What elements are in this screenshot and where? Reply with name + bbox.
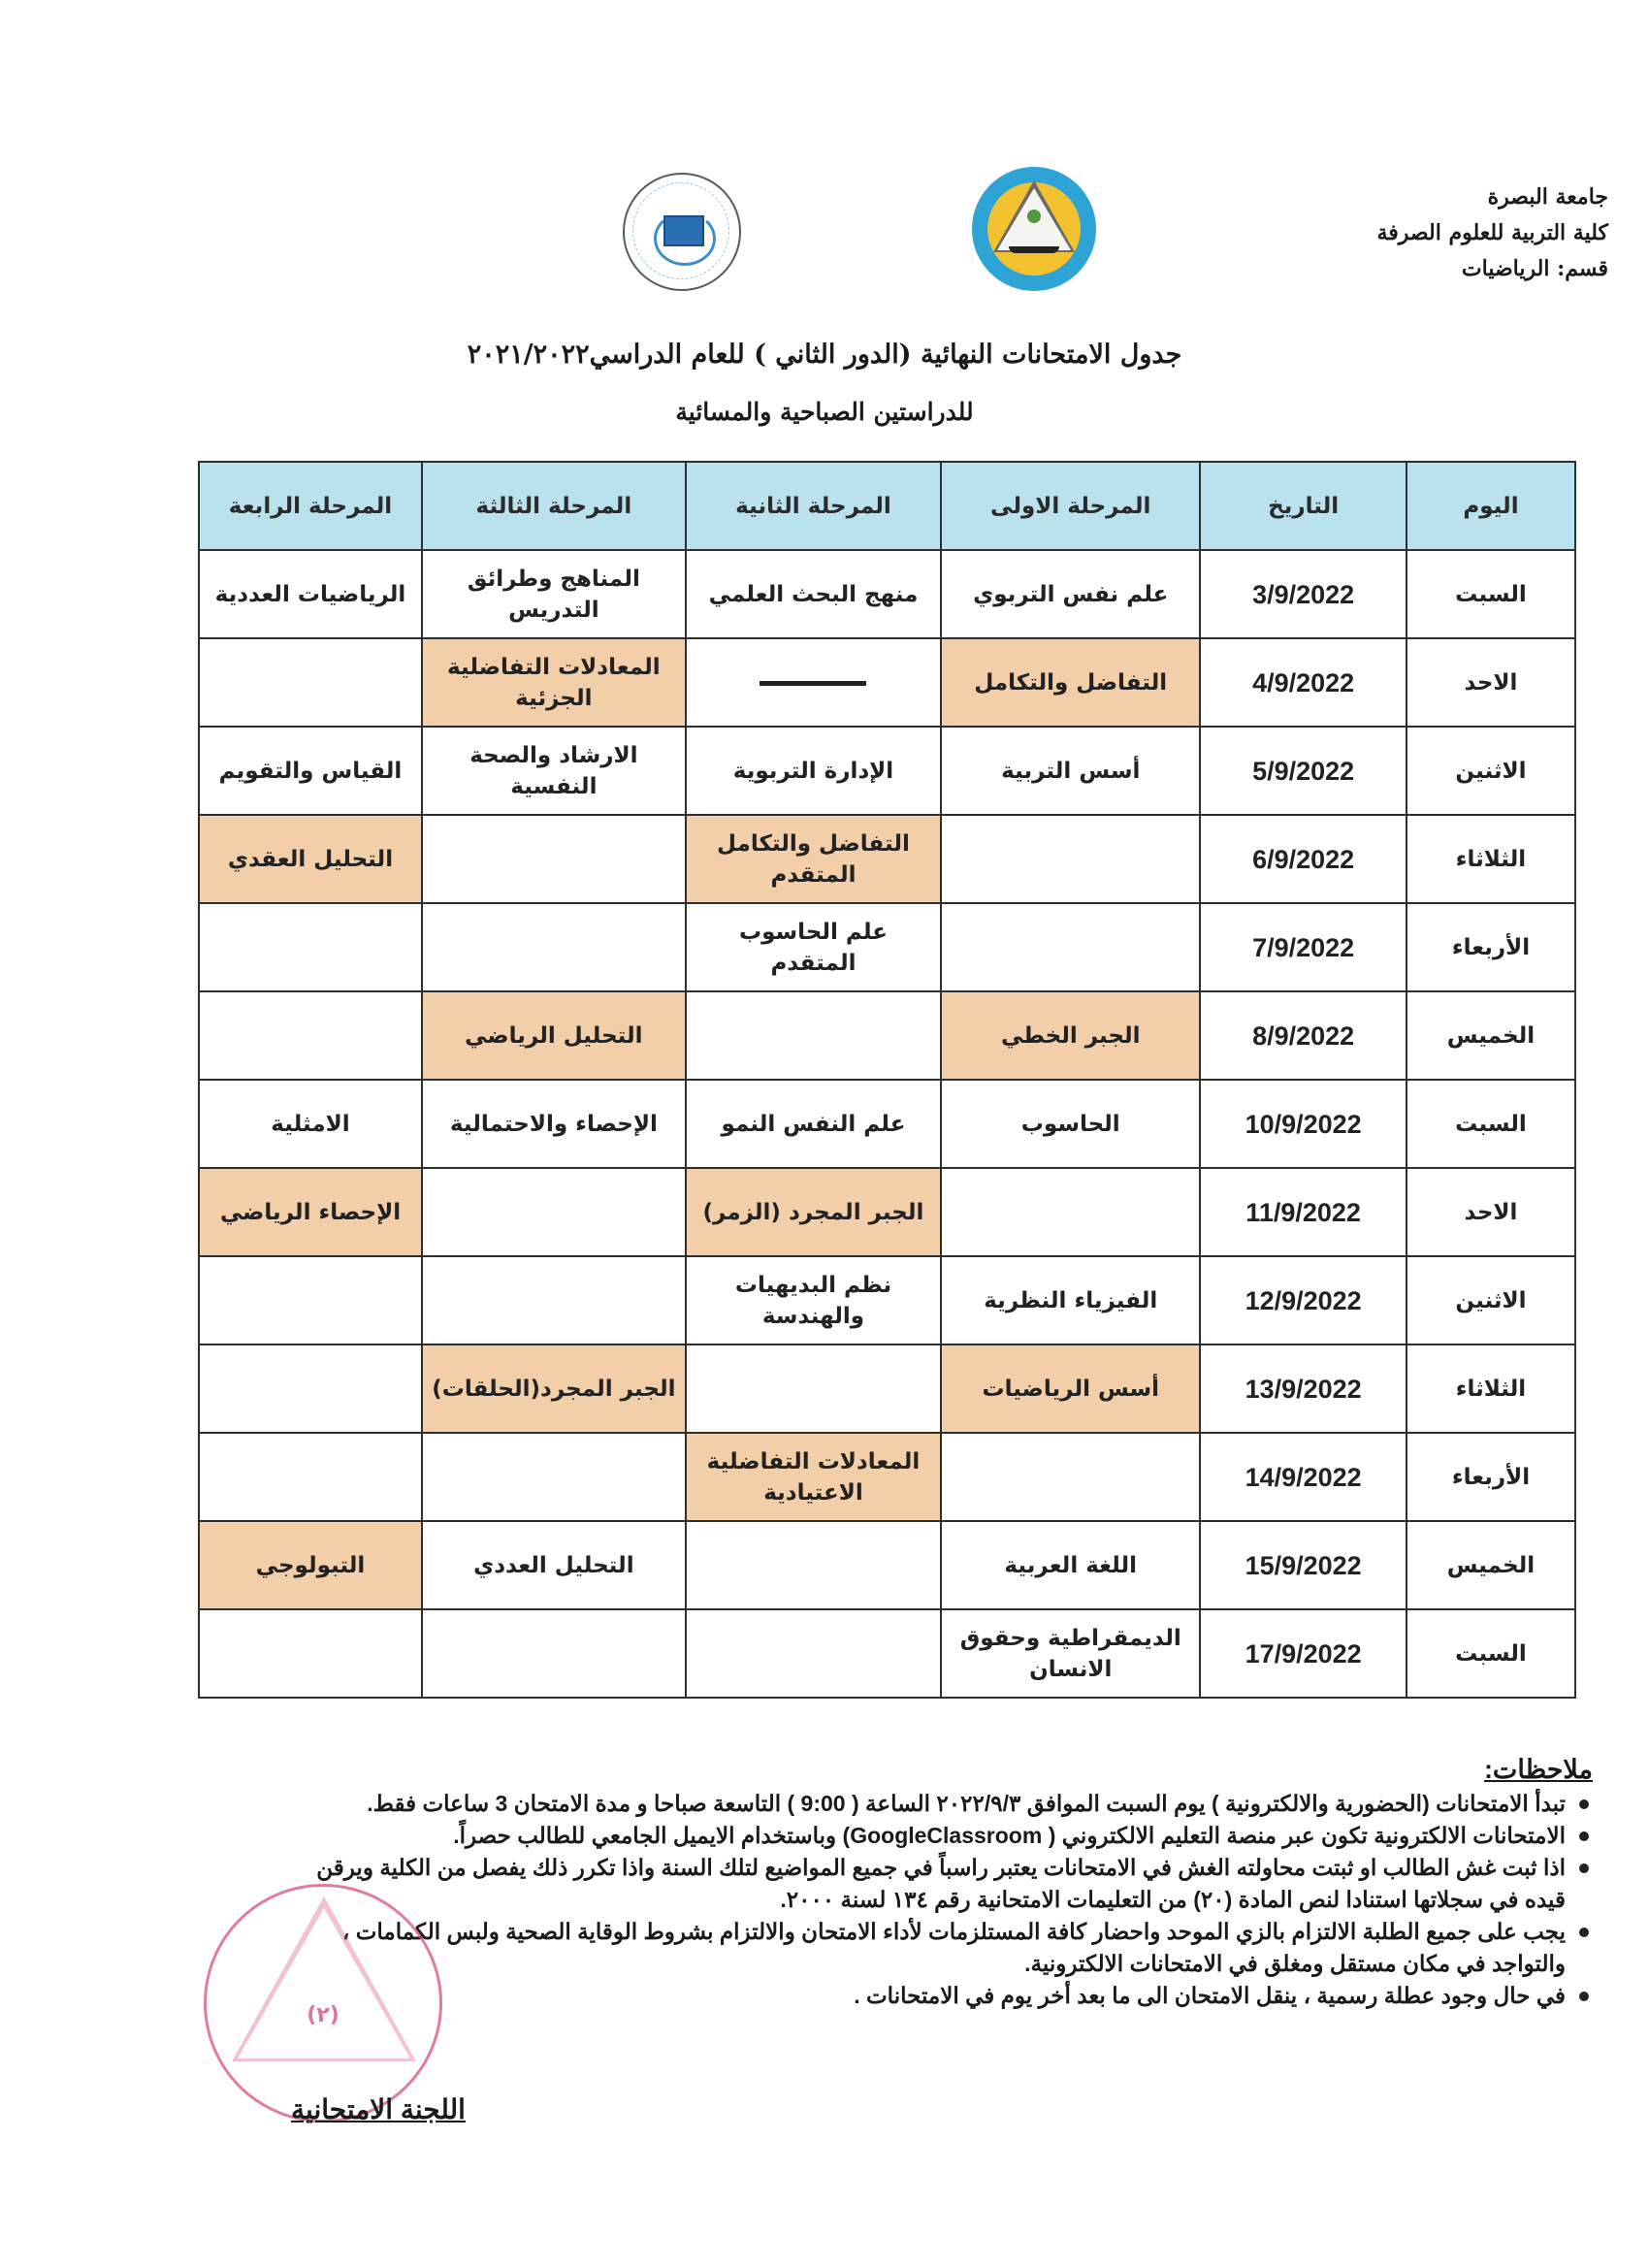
day-cell: السبت: [1406, 1080, 1575, 1168]
stamp-number: (٢): [307, 2003, 340, 2027]
college-emblem-icon: [623, 173, 741, 291]
document-subtitle: للدراستين الصباحية والمسائية: [675, 398, 974, 426]
subject-cell-stage-1: الفيزياء النظرية: [941, 1256, 1200, 1345]
table-row: [199, 727, 1575, 815]
subject-cell-stage-1: أسس الرياضيات: [941, 1345, 1200, 1433]
date-cell: 11/9/2022: [1200, 1168, 1406, 1256]
subject-cell-stage-1: التفاضل والتكامل: [941, 638, 1200, 727]
table-row: [199, 903, 1575, 991]
day-cell: الاثنين: [1406, 727, 1575, 815]
subject-cell-stage-3: [422, 903, 686, 991]
day-cell: الاثنين: [1406, 1256, 1575, 1345]
seal-palm-icon: [1027, 210, 1041, 223]
subject-cell-stage-1: [941, 1433, 1200, 1521]
column-header-date: التاريخ: [1200, 462, 1406, 550]
subject-cell-stage-2: التفاضل والتكامل المتقدم: [686, 815, 941, 903]
table-row: [199, 1168, 1575, 1256]
note-text-continued: والتواجد في مكان مستقل ومغلق في الامتحانات الالكترونية.: [1024, 1951, 1566, 1976]
subject-cell-stage-2: [686, 991, 941, 1080]
subject-cell-stage-4: القياس والتقويم: [199, 727, 422, 815]
day-cell: الاحد: [1406, 638, 1575, 727]
column-header-stage-1: المرحلة الاولى: [941, 462, 1200, 550]
date-cell: 5/9/2022: [1200, 727, 1406, 815]
subject-cell-stage-4: [199, 991, 422, 1080]
bullet-icon: [1579, 1992, 1589, 2001]
bullet-icon: [1579, 1831, 1589, 1841]
date-cell: 4/9/2022: [1200, 638, 1406, 727]
day-cell: السبت: [1406, 1609, 1575, 1698]
column-header-day: اليوم: [1406, 462, 1575, 550]
subject-cell-stage-3: التحليل العددي: [422, 1521, 686, 1609]
subject-cell-stage-4: التبولوجي: [199, 1521, 422, 1609]
table-row: [199, 1609, 1575, 1698]
table-header-row: [199, 462, 1575, 550]
subject-cell-stage-4: [199, 1345, 422, 1433]
subject-cell-stage-3: [422, 1256, 686, 1345]
subject-cell-stage-3: [422, 1433, 686, 1521]
day-cell: الثلاثاء: [1406, 815, 1575, 903]
subject-cell-stage-1: [941, 815, 1200, 903]
subject-cell-stage-3: [422, 1168, 686, 1256]
department-name: قسم: الرياضيات: [1461, 256, 1608, 281]
subject-cell-stage-2: [686, 1521, 941, 1609]
day-cell: الاحد: [1406, 1168, 1575, 1256]
table-row: [199, 1433, 1575, 1521]
date-cell: 14/9/2022: [1200, 1433, 1406, 1521]
table-row: [199, 1345, 1575, 1433]
exam-committee-signature: اللجنة الامتحانية: [291, 2094, 466, 2124]
table-row: [199, 550, 1575, 638]
table-row: [199, 991, 1575, 1080]
date-cell: 13/9/2022: [1200, 1345, 1406, 1433]
subject-cell-stage-1: الحاسوب: [941, 1080, 1200, 1168]
table-row: [199, 1521, 1575, 1609]
date-cell: 6/9/2022: [1200, 815, 1406, 903]
column-header-stage-2: المرحلة الثانية: [686, 462, 941, 550]
subject-cell-stage-1: [941, 1168, 1200, 1256]
subject-cell-stage-4: [199, 903, 422, 991]
date-cell: 12/9/2022: [1200, 1256, 1406, 1345]
subject-cell-stage-3: الإحصاء والاحتمالية: [422, 1080, 686, 1168]
note-text: الامتحانات الالكترونية تكون عبر منصة التعليم الالكتروني ( GoogleClassroom) وباستخدام الايميل الجامعي للطالب حصراً.: [453, 1823, 1566, 1848]
note-item: [147, 1820, 1593, 1852]
subject-cell-stage-2: المعادلات التفاضلية الاعتيادية: [686, 1433, 941, 1521]
day-cell: السبت: [1406, 550, 1575, 638]
exam-schedule-table: [198, 461, 1576, 1699]
subject-cell-stage-2: الجبر المجرد (الزمر): [686, 1168, 941, 1256]
subject-cell-stage-3: [422, 1609, 686, 1698]
committee-stamp-icon: [204, 1884, 442, 2122]
seal-boat-icon: [1009, 246, 1059, 253]
bullet-icon: [1579, 1928, 1589, 1937]
subject-cell-stage-2: [686, 638, 941, 727]
university-seal-icon: [972, 167, 1096, 291]
date-cell: 10/9/2022: [1200, 1080, 1406, 1168]
subject-cell-stage-1: أسس التربية: [941, 727, 1200, 815]
institution-header: [1220, 179, 1608, 287]
subject-cell-stage-4: [199, 1433, 422, 1521]
document-title: جدول الامتحانات النهائية (الدور الثاني ) للعام الدراسي٢٠٢١/٢٠٢٢: [467, 340, 1182, 370]
date-cell: 17/9/2022: [1200, 1609, 1406, 1698]
day-cell: الأربعاء: [1406, 1433, 1575, 1521]
table-row: [199, 1080, 1575, 1168]
date-cell: 8/9/2022: [1200, 991, 1406, 1080]
subject-cell-stage-1: الجبر الخطي: [941, 991, 1200, 1080]
subject-cell-stage-4: [199, 1609, 422, 1698]
column-header-stage-4: المرحلة الرابعة: [199, 462, 422, 550]
subject-cell-stage-3: المناهج وطرائق التدريس: [422, 550, 686, 638]
subject-cell-stage-4: [199, 638, 422, 727]
table-body: [199, 550, 1575, 1698]
college-name: كلية التربية للعلوم الصرفة: [1376, 220, 1608, 245]
table-row: [199, 1256, 1575, 1345]
subject-cell-stage-2: منهج البحث العلمي: [686, 550, 941, 638]
column-header-stage-3: المرحلة الثالثة: [422, 462, 686, 550]
subject-cell-stage-2: [686, 1609, 941, 1698]
subject-cell-stage-4: الإحصاء الرياضي: [199, 1168, 422, 1256]
day-cell: الخميس: [1406, 991, 1575, 1080]
subject-cell-stage-2: [686, 1345, 941, 1433]
subject-cell-stage-2: علم الحاسوب المتقدم: [686, 903, 941, 991]
university-name: جامعة البصرة: [1487, 184, 1608, 210]
no-exam-dash: [760, 681, 866, 686]
subject-cell-stage-3: التحليل الرياضي: [422, 991, 686, 1080]
date-cell: 15/9/2022: [1200, 1521, 1406, 1609]
notes-title: ملاحظات:: [1483, 1755, 1593, 1784]
subject-cell-stage-3: [422, 815, 686, 903]
table-row: [199, 815, 1575, 903]
emblem-monitor: [663, 215, 704, 246]
subject-cell-stage-4: [199, 1256, 422, 1345]
note-text: اذا ثبت غش الطالب او ثبتت محاولته الغش في الامتحانات يعتبر راسباً في جميع المواضيع لتلك السنة واذا تكرر ذلك يفصل من الكلية ويرقن: [316, 1855, 1566, 1880]
subject-cell-stage-4: الامثلية: [199, 1080, 422, 1168]
subject-cell-stage-2: علم النفس النمو: [686, 1080, 941, 1168]
subject-cell-stage-1: علم نفس التربوي: [941, 550, 1200, 638]
day-cell: الأربعاء: [1406, 903, 1575, 991]
subject-cell-stage-1: الديمقراطية وحقوق الانسان: [941, 1609, 1200, 1698]
subject-cell-stage-3: الجبر المجرد(الحلقات): [422, 1345, 686, 1433]
table-row: [199, 638, 1575, 727]
note-text-continued: قيده في سجلاتها استنادا لنص المادة (٢٠) من التعليمات الامتحانية رقم ١٣٤ لسنة ٢٠٠٠.: [780, 1887, 1566, 1912]
date-cell: 3/9/2022: [1200, 550, 1406, 638]
subject-cell-stage-4: التحليل العقدي: [199, 815, 422, 903]
subject-cell-stage-2: نظم البديهيات والهندسة: [686, 1256, 941, 1345]
subject-cell-stage-3: الارشاد والصحة النفسية: [422, 727, 686, 815]
subject-cell-stage-3: المعادلات التفاضلية الجزئية: [422, 638, 686, 727]
stamp-triangle-inner: [238, 1908, 410, 2058]
bullet-icon: [1579, 1799, 1589, 1809]
note-text: تبدأ الامتحانات (الحضورية والالكترونية ) يوم السبت الموافق ٢٠٢٢/٩/٣ الساعة ( 9:00 ) التاسعة صباحا و مدة الامتحان 3 ساعات فقط.: [367, 1791, 1566, 1816]
subject-cell-stage-2: الإدارة التربوية: [686, 727, 941, 815]
note-item: [147, 1788, 1593, 1820]
subject-cell-stage-4: الرياضيات العددية: [199, 550, 422, 638]
day-cell: الثلاثاء: [1406, 1345, 1575, 1433]
subject-cell-stage-1: اللغة العربية: [941, 1521, 1200, 1609]
day-cell: الخميس: [1406, 1521, 1575, 1609]
subject-cell-stage-1: [941, 903, 1200, 991]
note-text: في حال وجود عطلة رسمية ، ينقل الامتحان الى ما بعد أخر يوم في الامتحانات .: [854, 1983, 1566, 2008]
bullet-icon: [1579, 1863, 1589, 1873]
note-text: يجب على جميع الطلبة الالتزام بالزي الموحد واحضار كافة المستلزمات لأداء الامتحان والالتزام بشروط الوقاية الصحية ولبس الكمامات ،: [341, 1919, 1566, 1944]
date-cell: 7/9/2022: [1200, 903, 1406, 991]
